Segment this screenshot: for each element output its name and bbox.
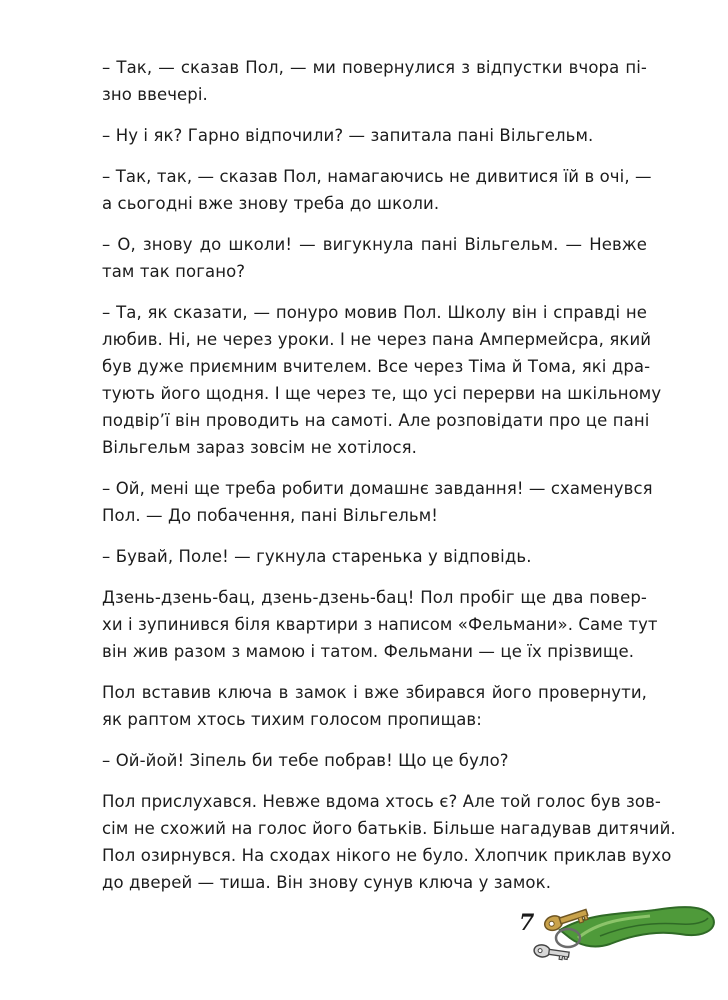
- key-illustration: [530, 892, 718, 972]
- text-line: там так погано?: [102, 262, 246, 281]
- paragraph: [102, 163, 652, 217]
- paragraph: [102, 543, 647, 570]
- text-line: хи і зупинився біля квартири з написом «Фельмани». Саме тут: [102, 615, 658, 634]
- paragraph: [102, 54, 647, 108]
- text-line: подвір’ї він проводить на самоті. Але розповідати про це пані: [102, 411, 650, 430]
- text-line: був дуже приємним вчителем. Все через Тіма й Тома, які дра-: [102, 357, 651, 376]
- paragraph: [102, 788, 676, 896]
- text-line: він жив разом з мамою і татом. Фельмани — це їх прізвище.: [102, 642, 635, 661]
- text-line: любив. Ні, не через уроки. І не через пана Ампермейсра, який: [102, 330, 652, 349]
- text-line: – Бувай, Поле! — гукнула старенька у відповідь.: [102, 547, 532, 566]
- text-line: до дверей — тиша. Він знову сунув ключа у замок.: [102, 873, 552, 892]
- text-line: Пол прислухався. Невже вдома хтось є? Але той голос був зов-: [102, 792, 661, 811]
- paragraph: [102, 747, 647, 774]
- text-line: Пол озирнувся. На сходах нікого не було. Хлопчик приклав вухо: [102, 846, 672, 865]
- text-line: Пол вставив ключа в замок і вже збирався його провернути,: [102, 683, 647, 702]
- page-text: [102, 54, 676, 910]
- text-line: Дзень-дзень-бац, дзень-дзень-бац! Пол пробіг ще два повер-: [102, 588, 647, 607]
- text-line: Вільгельм зараз зовсім не хотілося.: [102, 438, 418, 457]
- paragraph: [102, 475, 653, 529]
- text-line: Пол. — До побачення, пані Вільгельм!: [102, 506, 439, 525]
- text-line: – Та, як сказати, — понуро мовив Пол. Школу він і справді не: [102, 303, 647, 322]
- text-line: тують його щодня. І ще через те, що усі перерви на шкільному: [102, 384, 662, 403]
- text-line: – Ой-йой! Зіпель би тебе побрав! Що це було?: [102, 751, 509, 770]
- page-number: 7: [519, 910, 535, 936]
- text-line: – Так, — сказав Пол, — ми повернулися з відпустки вчора пі-: [102, 58, 647, 77]
- paragraph: [102, 679, 647, 733]
- paragraph: [102, 299, 662, 461]
- text-line: – Ой, мені ще треба робити домашнє завдання! — схаменувся: [102, 479, 653, 498]
- text-line: – О, знову до школи! — вигукнула пані Вільгельм. — Невже: [102, 235, 647, 254]
- paragraph: [102, 584, 658, 665]
- paragraph: [102, 231, 647, 285]
- text-line: зно ввечері.: [102, 85, 208, 104]
- text-line: – Так, так, — сказав Пол, намагаючись не дивитися їй в очі, —: [102, 167, 652, 186]
- text-line: а сьогодні вже знову треба до школи.: [102, 194, 440, 213]
- text-line: сім не схожий на голос його батьків. Більше нагадував дитячий.: [102, 819, 676, 838]
- text-line: – Ну і як? Гарно відпочили? — запитала пані Вільгельм.: [102, 126, 594, 145]
- paragraph: [102, 122, 647, 149]
- text-line: як раптом хтось тихим голосом пропищав:: [102, 710, 482, 729]
